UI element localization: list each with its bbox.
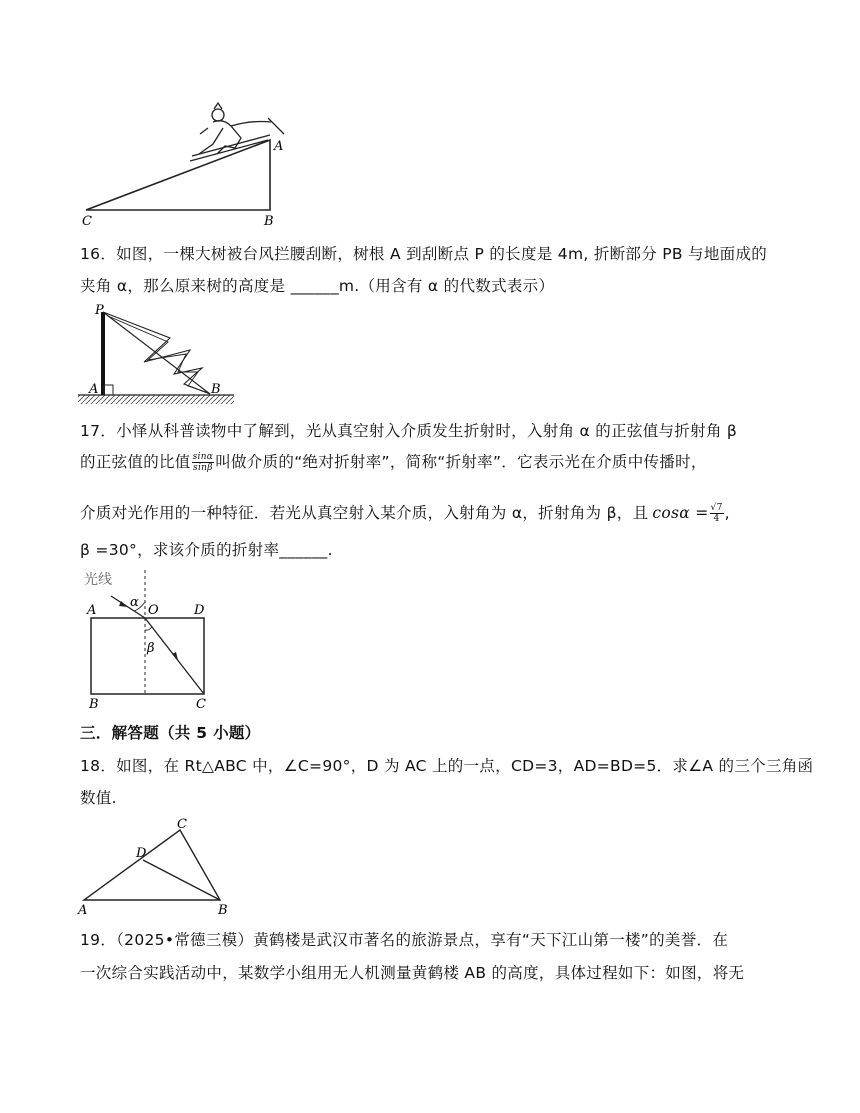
- label-D: D: [136, 846, 147, 861]
- q17-line3-text: 介质对光作用的一种特征．若光从真空射入某介质，入射角为 α，折射角为 β，且: [80, 504, 649, 522]
- triangle-figure: [76, 816, 236, 916]
- label-C: C: [196, 697, 206, 710]
- label-B: B: [211, 382, 221, 397]
- q19-line2: 一次综合实践活动中，某数学小组用无人机测量黄鹤楼 AB 的高度，具体过程如下：如图，将无: [80, 964, 745, 982]
- q18-line1: 18．如图，在 Rt△ABC 中，∠C=90°，D 为 AC 上的一点，CD=3，AD=BD=5．求∠A 的三个三角函: [80, 757, 814, 775]
- frac-num: sinα: [192, 452, 214, 462]
- q17-line2: [80, 452, 707, 473]
- q18-line2: 数值.: [80, 789, 117, 807]
- label-A: A: [89, 382, 99, 397]
- refraction-figure: [78, 568, 218, 710]
- label-P: P: [95, 303, 104, 318]
- label-light: 光线: [84, 572, 112, 588]
- label-B: B: [218, 903, 228, 916]
- q17-line2-pre: 的正弦值的比值: [80, 453, 191, 471]
- slope-triangle: [86, 140, 270, 210]
- label-A: A: [87, 603, 97, 618]
- q17-line1: 17．小怿从科普读物中了解到，光从真空射入介质发生折射时，入射角 α 的正弦值与折射角 β: [80, 422, 738, 440]
- label-B: B: [89, 697, 99, 710]
- label-C: C: [177, 817, 187, 832]
- broken-tree-figure: [78, 302, 238, 410]
- comma: ,: [724, 504, 730, 522]
- q17-line4: β =30°，求该介质的折射率______.: [80, 541, 333, 559]
- label-B: B: [264, 214, 274, 229]
- q19-line1: 19．（2025•常德三模）黄鹤楼是武汉市著名的旅游景点，享有“天下江山第一楼”的美誉．在: [80, 931, 729, 949]
- q17-line2-post: 叫做介质的“绝对折射率”，简称“折射率”．它表示光在介质中传播时，: [215, 453, 707, 471]
- frac-den: 4: [713, 514, 720, 524]
- label-alpha: α: [130, 595, 139, 610]
- label-beta: β: [147, 641, 155, 656]
- q16-line2: 夹角 α，那么原来树的高度是 ______m.（用含有 α 的代数式表示）: [80, 277, 555, 295]
- ski-slope-figure: [78, 98, 308, 233]
- label-C: C: [82, 214, 92, 229]
- section-heading: 三．解答题（共 5 小题）: [80, 724, 261, 742]
- medium-rect: [91, 618, 204, 694]
- ratio-fraction: [192, 452, 215, 473]
- label-D: D: [194, 603, 205, 618]
- q16-line1: 16．如图，一棵大树被台风拦腰刮断，树根 A 到刮断点 P 的长度是 4m, 折断部分 PB 与地面成的: [80, 245, 768, 263]
- label-O: O: [148, 603, 159, 618]
- frac-num: √7: [710, 503, 723, 513]
- frac-den: sinβ: [193, 463, 213, 473]
- q17-line3: [80, 503, 730, 524]
- cos-fraction: [710, 503, 724, 524]
- label-A: A: [78, 903, 88, 916]
- label-A: A: [274, 139, 284, 154]
- cos-alpha: cosα =: [652, 504, 709, 522]
